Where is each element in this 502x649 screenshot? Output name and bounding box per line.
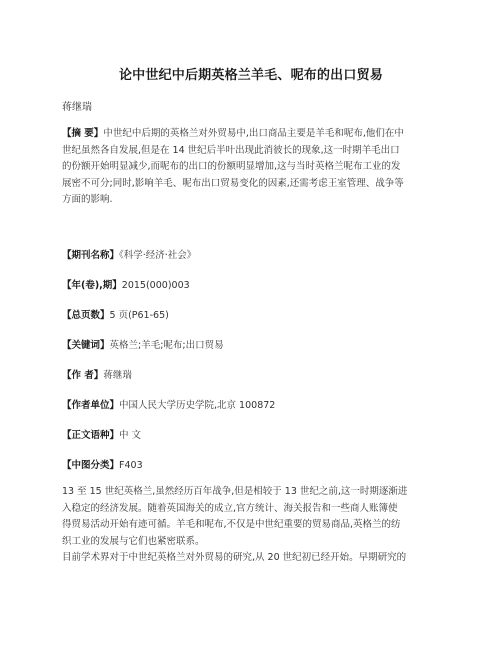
- abstract-line-5: 方面的影响.: [62, 194, 113, 205]
- field-label: 【年(卷),期】: [62, 280, 122, 291]
- field-label: 【作者单位】: [62, 400, 120, 411]
- field-classification: [62, 457, 143, 471]
- abstract-line-2: 世纪虽然各自发展,但是在 14 世纪后半叶出现此消彼长的现象,这一时期羊毛出口: [62, 144, 400, 156]
- field-value: 《科学·经济·社会》: [119, 250, 197, 261]
- field-total-pages: [62, 307, 169, 321]
- body-line-3: 得贸易活动开始有迹可循。羊毛和呢布,不仅是中世纪重要的贸易商品,英格兰的纺: [62, 519, 401, 530]
- field-value: 英格兰;羊毛;呢布;出口贸易: [109, 340, 224, 351]
- field-value: 2015(000)003: [121, 280, 190, 291]
- body-line-5: 目前学术界对于中世纪英格兰对外贸易的研究,从 20 世纪初已经开始。早期研究的: [62, 552, 407, 563]
- field-label: 【关键词】: [62, 340, 110, 351]
- body-text: [62, 484, 442, 567]
- abstract-line-4: 展密不可分;同时,影响羊毛、呢布出口贸易变化的因素,还需考虑王室管理、战争等: [62, 177, 404, 189]
- field-language: [62, 427, 141, 441]
- paper-title: 论中世纪中后期英格兰羊毛、呢布的出口贸易: [118, 68, 383, 83]
- field-label: 【正文语种】: [62, 430, 120, 441]
- abstract-label: 【摘 要】: [62, 128, 104, 139]
- body-line-4: 织工业的发展与它们也紧密联系。: [62, 535, 205, 547]
- body-line-1: 13 至 15 世纪英格兰,虽然经历百年战争,但是相较于 13 世纪之前,这一时期逐渐进: [62, 486, 408, 497]
- abstract-line-1: 【摘 要】中世纪中后期的英格兰对外贸易中,出口商品主要是羊毛和呢布,他们在中: [62, 128, 404, 139]
- field-value: 中国人民大学历史学院,北京 100872: [119, 400, 276, 411]
- author-name: 蒋继瑞: [62, 102, 92, 113]
- field-value: 蒋继瑞: [103, 370, 132, 381]
- field-value: F403: [119, 460, 143, 471]
- field-affiliation: [62, 397, 275, 411]
- field-label: 【作 者】: [62, 370, 104, 381]
- field-label: 【总页数】: [62, 310, 110, 321]
- body-line-2: 入稳定的经济发展。随着英国海关的成立,官方统计、海关报告和一些商人账簿使: [62, 502, 398, 514]
- field-keywords: [62, 337, 224, 351]
- field-author: [62, 367, 132, 381]
- abstract-line-3: 的份额开始明显减少,而呢布的出口的份额明显增加,这与当时英格兰呢布工业的发: [62, 161, 401, 172]
- field-value: 中 文: [119, 430, 142, 441]
- field-value: 5 页(P61-65): [109, 310, 169, 321]
- abstract-block: [62, 126, 442, 209]
- field-journal-name: [62, 247, 196, 261]
- field-year-volume-issue: [62, 277, 190, 291]
- field-label: 【期刊名称】: [62, 250, 120, 261]
- field-label: 【中图分类】: [62, 460, 120, 471]
